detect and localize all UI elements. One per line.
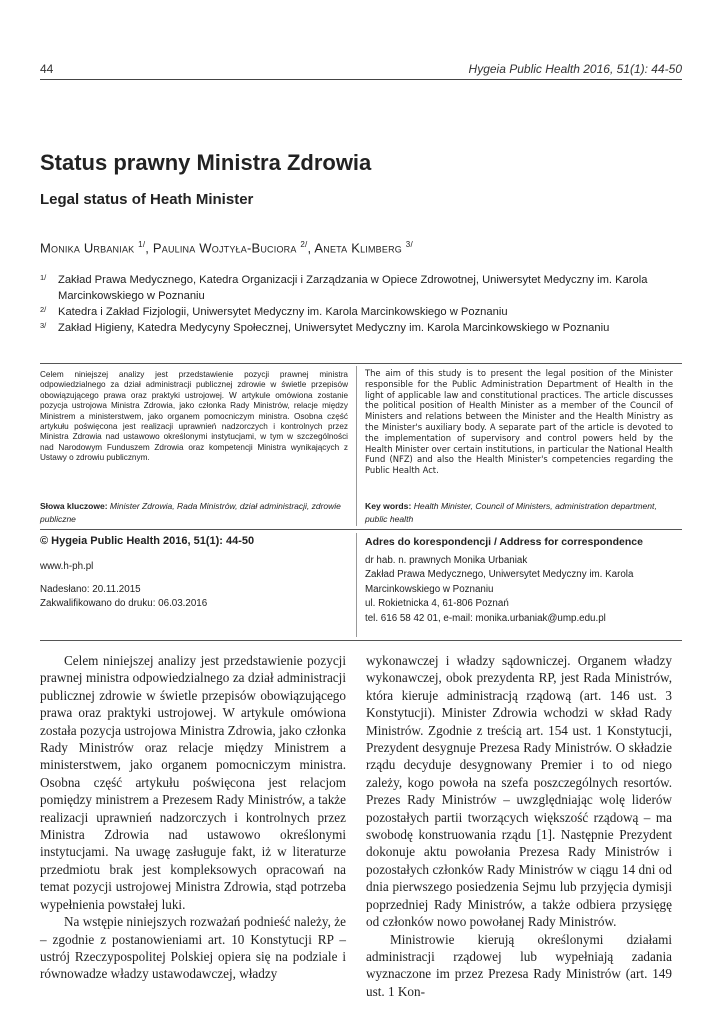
website-link[interactable]: www.h-ph.pl (40, 561, 94, 572)
body-paragraph: Na wstępie niniejszych rozważań podnieść należy, że – zgodnie z postanowieniami art. 10 Konstytucji RP – ustrój Rzeczypospolitej Polskiej opiera się na podziale i równowadze władzy ustawodawczej, władzy (40, 914, 346, 982)
author-sup: 2/ (300, 240, 308, 249)
author-list: Monika Urbaniak $^{1/}$, Paulina Wojtyła-Buciora $^{2/}$, Aneta Klimberg $^{3/}$ (40, 240, 413, 256)
affiliation-number: 2/ (40, 305, 47, 314)
body-column-left (40, 652, 346, 983)
author-sup: 1/ (138, 240, 146, 249)
author-name: Aneta Klimberg (314, 240, 402, 256)
accepted-date: Zakwalifikowano do druku: 06.03.2016 (40, 598, 208, 609)
author-name: Paulina Wojtyła-Buciora (152, 240, 297, 256)
body-paragraph: Celem niniejszej analizy jest przedstawienie pozycji prawnej ministra odpowiedzialnego za dział administracji publicznej zdrowie w świetle przepisów obowiązującego prawa oraz praktyki ustrojowej. W artykule omówiona została pozycja ustrojowa Ministra Zdrowia, jako członka Rady Ministrów oraz relacje między Ministrem a ministerstwem, jako organem pomocniczym ministra. Osobna część artykułu poświęcona jest relacjom pomiędzy ministrem a Prezesem Rady Ministrów, a także realizacji uprawnień nadzorczych i kontrolnych przez Ministra Zdrowia nad ustawowo określonymi instytucjami. Na uwagę zasługuje fakt, iż w literaturze przedmiotu brak jest kompleksowych opracowań na temat pozycji ustrojowej Ministra Zdrowia, stąd potrzeba wypełnienia powstałej luki. (40, 653, 346, 912)
body-paragraph: wykonawczej i władzy sądowniczej. Organem władzy wykonawczej, obok prezydenta RP, jest Rada Ministrów, która kieruje administracją rządową (art. 146 ust. 3 Konstytucji). Minister Zdrowia wchodzi w skład Rady Ministrów. Zgodnie z treścią art. 154 ust. 1 Konstytucji, Prezydent desygnuje Prezesa Rady Ministrów. O składzie rządu decyduje desygnowany Premier i to od niego zależy, kogo powoła na szefa poszczególnych resortów. Prezes Rady Ministrów – uwzględniając wolę liderów pozostałych partii tworzących większość rządową – ma swobodę konstruowania rządu [1]. Następnie Prezydent dokonuje aktu powołania Prezesa Rady Ministrów i pozostałych członków Rady Ministrów w ciągu 14 dni od dnia pierwszego posiedzenia Sejmu lub przyjęcia dymisji poprzedniej Rady Ministrów, a także odbiera przysięgę od członków nowo powołanej Rady Ministrów. (366, 653, 672, 930)
citation: © Hygeia Public Health 2016, 51(1): 44-50 (40, 535, 255, 547)
author-name: Monika Urbaniak (40, 240, 135, 256)
address-line: tel. 616 58 42 01, e-mail: monika.urbaniak@ump.edu.pl (365, 612, 606, 624)
column-divider (356, 533, 357, 637)
header-rule (40, 79, 682, 80)
affiliation-text: Zakład Higieny, Katedra Medycyny Społecznej, Uniwersytet Medyczny im. Karola Marcinkowskiego w Poznaniu (58, 322, 610, 334)
affiliation-text: Zakład Prawa Medycznego, Katedra Organizacji i Zarządzania w Opiece Zdrowotnej, Uniwersytet Medyczny im. Karola Marcinkowskiego w Poznaniu (58, 274, 648, 302)
address-line: Zakład Prawa Medycznego, Uniwersytet Medyczny im. Karola (365, 569, 634, 581)
page-number: 44 (40, 62, 54, 76)
article-subtitle: Legal status of Heath Minister (40, 191, 254, 208)
keywords-polish (40, 500, 348, 525)
keywords-label: Key words: (365, 501, 412, 511)
author-sup: 3/ (405, 240, 413, 249)
affiliation (40, 320, 680, 336)
abstract-bottom-rule (40, 529, 682, 530)
metadata-bottom-rule (40, 640, 682, 641)
correspondence-heading: Adres do korespondencji / Address for correspondence (365, 536, 643, 548)
affiliation (40, 304, 680, 320)
column-divider (356, 366, 357, 526)
affiliation (40, 272, 680, 304)
affiliation-number: 3/ (40, 321, 47, 330)
correspondence-address (365, 554, 675, 626)
journal-reference: Hygeia Public Health 2016, 51(1): 44-50 (468, 62, 682, 76)
abstract-top-rule (40, 363, 682, 364)
body-paragraph: Ministrowie kierują określonymi działami administracji rządowej lub wypełniają zadania wyznaczone im przez Prezesa Rady Ministrów (art. 149 ust. 1 Kon- (366, 931, 672, 999)
address-line: Marcinkowskiego w Poznaniu (365, 583, 494, 595)
abstract-polish: Celem niniejszej analizy jest przedstawienie pozycji prawnej ministra odpowiedzialnego za dział administracji publicznej zdrowie w świetle przepisów obowiązującego prawa oraz praktyki ustrojowej. W artykule omówiona zostanie pozycja ustrojowa Ministra Zdrowia, jako członka Rady Ministrów, relacje między Ministrem a ministerstwem, jako organem pomocniczym ministra. Osobna część artykułu poświęcona jest realizacji uprawnień nadzorczych i kontrolnych przez Ministra Zdrowia nad ustawowo określonymi instytucjami, w tym w szczególności nad Narodowym Funduszem Zdrowia oraz kompetencji Ministra wynikających z Ustawy o zdrowiu publicznym. (40, 370, 348, 463)
keywords-value: Health Minister, Council of Ministers, administration department, public health (365, 501, 657, 524)
keywords-value: Minister Zdrowia, Rada Ministrów, dział administracji, zdrowie publiczne (40, 501, 341, 524)
affiliation-number: 1/ (40, 273, 47, 282)
keywords-english (365, 500, 673, 525)
article-title: Status prawny Ministra Zdrowia (40, 150, 372, 175)
address-line: ul. Rokietnicka 4, 61-806 Poznań (365, 598, 509, 610)
address-line: dr hab. n. prawnych Monika Urbaniak (365, 555, 528, 566)
body-column-right (366, 652, 672, 1000)
received-date: Nadesłano: 20.11.2015 (40, 584, 141, 595)
keywords-label: Słowa kluczowe: (40, 501, 108, 511)
abstract-english: The aim of this study is to present the legal position of the Minister responsible for the Public Administration Department of Health in the light of applicable law and constitutional practices. The article discusses the political position of Health Minister as a member of the Council of Ministers and relations between the Minister and the Health Ministry as the Minister's auxiliary body. A separate part of the article is devoted to the implementation of supervisory and control powers held by the Health Minister over certain institutions, in particular the National Health Fund (NFZ) and also the Health Minister's competencies regarding the Public Health Act. (365, 368, 673, 476)
affiliation-text: Katedra i Zakład Fizjologii, Uniwersytet Medyczny im. Karola Marcinkowskiego w Poznaniu (58, 306, 508, 318)
